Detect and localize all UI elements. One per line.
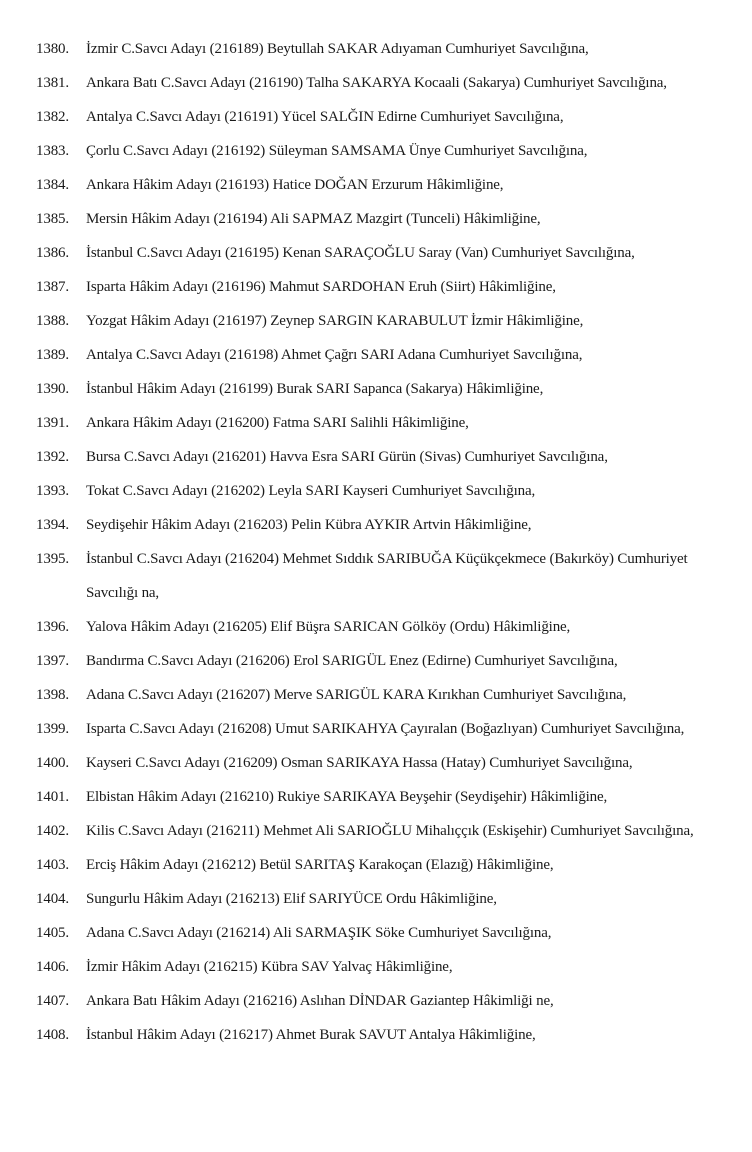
item-text: Tokat C.Savcı Adayı (216202) Leyla SARI Kayseri Cumhuriyet Savcılığına,	[86, 483, 536, 499]
item-text: Çorlu C.Savcı Adayı (216192) Süleyman SAMSAMA Ünye Cumhuriyet Savcılığına,	[86, 143, 588, 159]
item-number: 1402.	[36, 823, 70, 839]
list-item	[0, 134, 752, 168]
item-number: 1404.	[36, 891, 70, 907]
item-text: İzmir Hâkim Adayı (216215) Kübra SAV Yalvaç Hâkimliğine,	[86, 959, 453, 975]
item-text: Isparta Hâkim Adayı (216196) Mahmut SARDOHAN Eruh (Siirt) Hâkimliğine,	[86, 279, 556, 295]
item-number: 1393.	[36, 483, 70, 499]
item-text: Ankara Hâkim Adayı (216200) Fatma SARI Salihli Hâkimliğine,	[86, 415, 469, 431]
item-number: 1405.	[36, 925, 70, 941]
item-text: Antalya C.Savcı Adayı (216191) Yücel SALĞIN Edirne Cumhuriyet Savcılığına,	[86, 109, 564, 125]
list-item	[0, 746, 752, 780]
item-number: 1392.	[36, 449, 70, 465]
list-item	[0, 610, 752, 644]
item-number: 1382.	[36, 109, 70, 125]
item-text: Adana C.Savcı Adayı (216207) Merve SARIGÜL KARA Kırıkhan Cumhuriyet Savcılığına,	[86, 687, 627, 703]
item-number: 1383.	[36, 143, 70, 159]
list-item	[0, 814, 752, 848]
list-item	[0, 882, 752, 916]
list-item	[0, 270, 752, 304]
item-number: 1388.	[36, 313, 70, 329]
list-item	[0, 440, 752, 474]
item-number: 1406.	[36, 959, 70, 975]
list-item	[0, 678, 752, 712]
item-text: Antalya C.Savcı Adayı (216198) Ahmet Çağrı SARI Adana Cumhuriyet Savcılığına,	[86, 347, 583, 363]
list-item	[0, 304, 752, 338]
item-text: Sungurlu Hâkim Adayı (216213) Elif SARIYÜCE Ordu Hâkimliğine,	[86, 891, 497, 907]
item-text: İstanbul Hâkim Adayı (216217) Ahmet Burak SAVUT Antalya Hâkimliğine,	[86, 1027, 536, 1043]
item-text: Bandırma C.Savcı Adayı (216206) Erol SARIGÜL Enez (Edirne) Cumhuriyet Savcılığına,	[86, 653, 618, 669]
item-text: Kilis C.Savcı Adayı (216211) Mehmet Ali SARIOĞLU Mihalıççık (Eskişehir) Cumhuriyet Savcılığına,	[86, 823, 694, 839]
list-item	[0, 984, 752, 1018]
item-text: Kayseri C.Savcı Adayı (216209) Osman SARIKAYA Hassa (Hatay) Cumhuriyet Savcılığına,	[86, 755, 633, 771]
item-number: 1389.	[36, 347, 70, 363]
list-item	[0, 508, 752, 542]
item-number: 1407.	[36, 993, 70, 1009]
item-number: 1385.	[36, 211, 70, 227]
list-item	[0, 236, 752, 270]
list-item	[0, 916, 752, 950]
item-number: 1396.	[36, 619, 70, 635]
item-text: Adana C.Savcı Adayı (216214) Ali SARMAŞIK Söke Cumhuriyet Savcılığına,	[86, 925, 552, 941]
item-text: Yozgat Hâkim Adayı (216197) Zeynep SARGIN KARABULUT İzmir Hâkimliğine,	[86, 313, 584, 329]
item-number: 1399.	[36, 721, 70, 737]
list-item	[0, 338, 752, 372]
list-item	[0, 372, 752, 406]
item-number: 1387.	[36, 279, 70, 295]
item-number: 1395.	[36, 551, 70, 567]
item-text: Ankara Batı C.Savcı Adayı (216190) Talha SAKARYA Kocaali (Sakarya) Cumhuriyet Savcılığına,	[86, 75, 667, 91]
item-text: Seydişehir Hâkim Adayı (216203) Pelin Kübra AYKIR Artvin Hâkimliğine,	[86, 517, 532, 533]
list-item	[0, 66, 752, 100]
list-item	[0, 644, 752, 678]
list-item	[0, 848, 752, 882]
item-text: İstanbul C.Savcı Adayı (216204) Mehmet Sıddık SARIBUĞA Küçükçekmece (Bakırköy) Cumhuriyet Savcılığı na,	[86, 551, 688, 601]
item-number: 1403.	[36, 857, 70, 873]
list-item	[0, 542, 752, 610]
item-text: İstanbul C.Savcı Adayı (216195) Kenan SARAÇOĞLU Saray (Van) Cumhuriyet Savcılığına,	[86, 245, 635, 261]
list-item	[0, 950, 752, 984]
list-item	[0, 780, 752, 814]
item-text: Bursa C.Savcı Adayı (216201) Havva Esra SARI Gürün (Sivas) Cumhuriyet Savcılığına,	[86, 449, 608, 465]
list-item	[0, 100, 752, 134]
item-text: İzmir C.Savcı Adayı (216189) Beytullah SAKAR Adıyaman Cumhuriyet Savcılığına,	[86, 41, 589, 57]
item-number: 1397.	[36, 653, 70, 669]
item-number: 1381.	[36, 75, 70, 91]
item-text: Isparta C.Savcı Adayı (216208) Umut SARIKAHYA Çayıralan (Boğazlıyan) Cumhuriyet Savcılığına,	[86, 721, 685, 737]
item-text: Ankara Hâkim Adayı (216193) Hatice DOĞAN Erzurum Hâkimliğine,	[86, 177, 504, 193]
item-text: Elbistan Hâkim Adayı (216210) Rukiye SARIKAYA Beyşehir (Seydişehir) Hâkimliğine,	[86, 789, 608, 805]
item-text: İstanbul Hâkim Adayı (216199) Burak SARI Sapanca (Sakarya) Hâkimliğine,	[86, 381, 544, 397]
list-item	[0, 202, 752, 236]
item-text: Yalova Hâkim Adayı (216205) Elif Büşra SARICAN Gölköy (Ordu) Hâkimliğine,	[86, 619, 571, 635]
list-item	[0, 712, 752, 746]
document-page	[0, 32, 752, 1052]
item-number: 1391.	[36, 415, 70, 431]
item-text: Ankara Batı Hâkim Adayı (216216) Aslıhan DİNDAR Gaziantep Hâkimliği ne,	[86, 993, 554, 1009]
list-item	[0, 406, 752, 440]
item-number: 1400.	[36, 755, 70, 771]
item-number: 1384.	[36, 177, 70, 193]
list-item	[0, 474, 752, 508]
item-number: 1398.	[36, 687, 70, 703]
item-number: 1401.	[36, 789, 70, 805]
item-text: Erciş Hâkim Adayı (216212) Betül SARITAŞ Karakoçan (Elazığ) Hâkimliğine,	[86, 857, 554, 873]
item-number: 1390.	[36, 381, 70, 397]
item-number: 1408.	[36, 1027, 70, 1043]
item-number: 1386.	[36, 245, 70, 261]
item-number: 1380.	[36, 41, 70, 57]
list-item	[0, 32, 752, 66]
item-text: Mersin Hâkim Adayı (216194) Ali SAPMAZ Mazgirt (Tunceli) Hâkimliğine,	[86, 211, 541, 227]
list-item	[0, 1018, 752, 1052]
list-item	[0, 168, 752, 202]
item-number: 1394.	[36, 517, 70, 533]
